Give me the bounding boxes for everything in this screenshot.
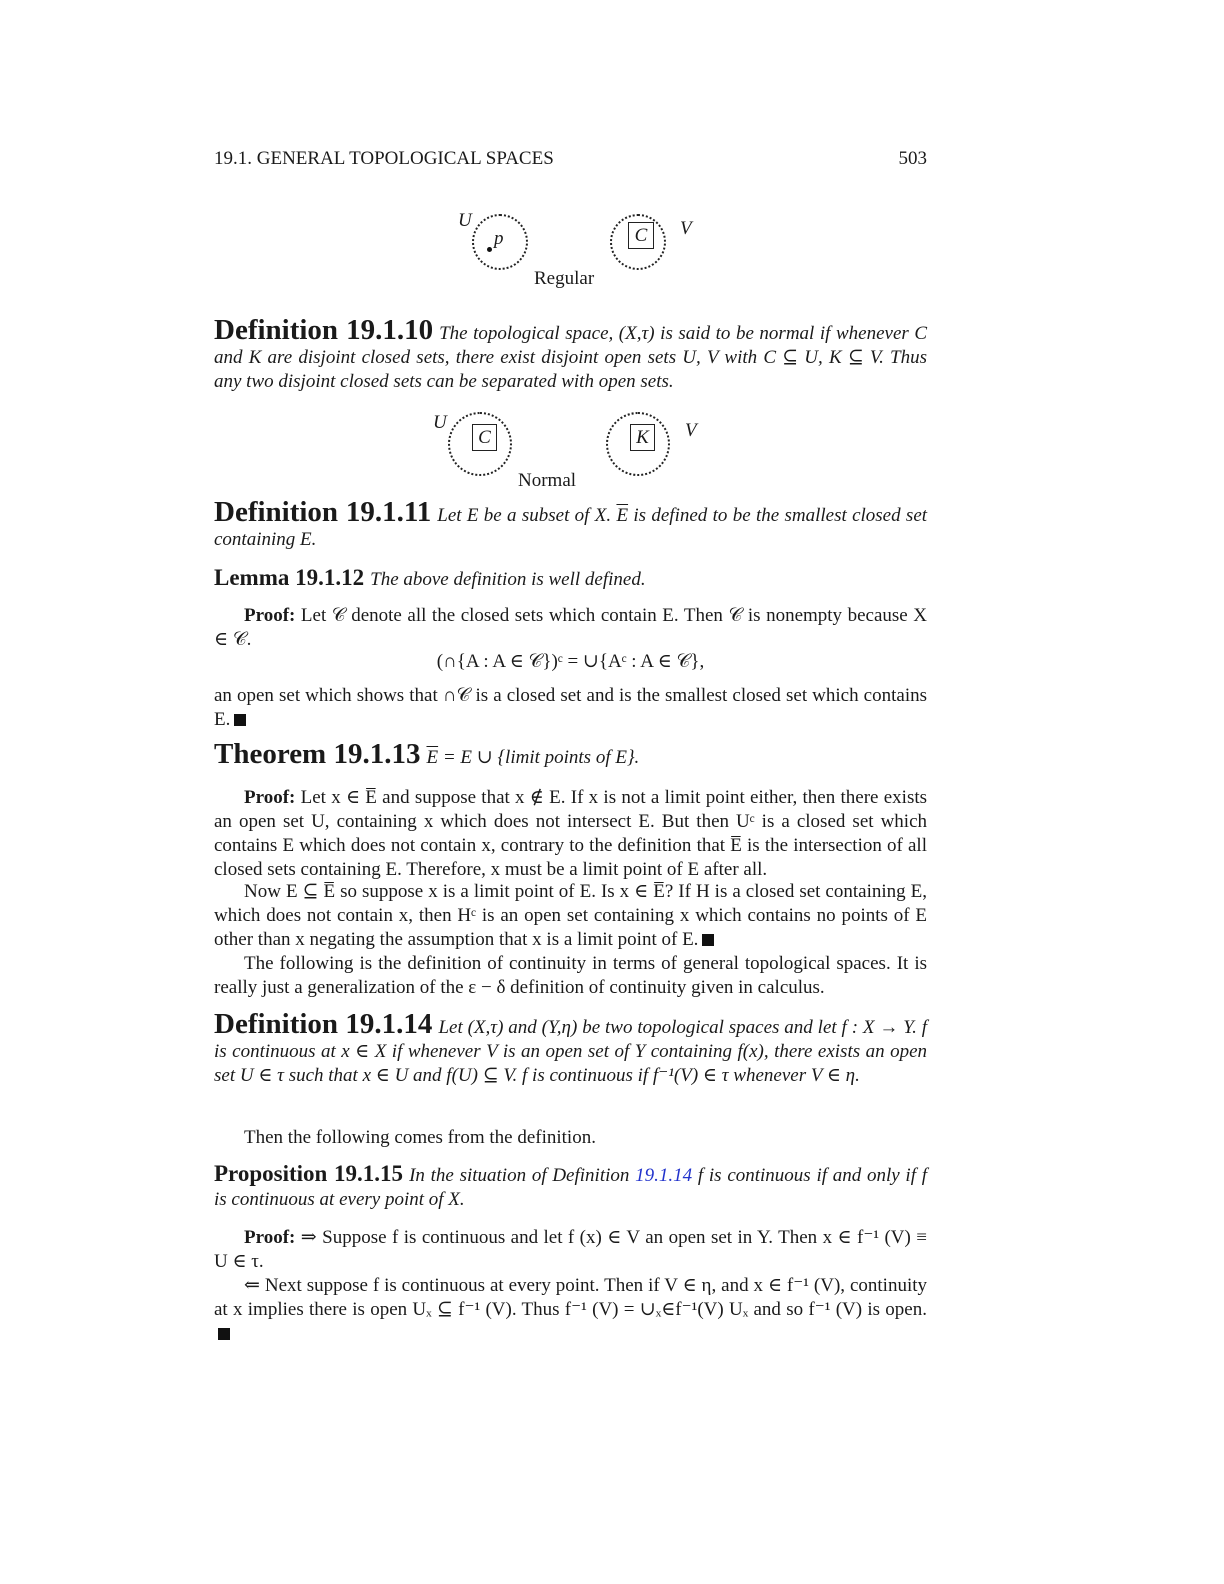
after-definition: Then the following comes from the definition. [244, 1127, 596, 1148]
running-header [214, 148, 927, 170]
label-v: V [680, 218, 692, 239]
continuity-intro [214, 952, 927, 1000]
theorem-title: Theorem 19.1.13 [214, 738, 421, 770]
qed-square-icon [702, 934, 714, 946]
lemma-19-1-12 [214, 566, 927, 592]
proof-paragraph-2: ⇐ Next suppose f is continuous at every point. Then if V ∈ η, and x ∈ f⁻¹ (V), continuity at x implies there is open Uₓ ⊆ f⁻¹ (V). Thus f⁻¹ (V) = ∪ₓ∈f⁻¹(V) Uₓ and so f⁻¹ (V) is open. [214, 1275, 927, 1320]
page-number: 503 [898, 148, 927, 169]
figure-caption: Normal [518, 470, 577, 491]
closed-set-c-box: C [628, 222, 654, 249]
proposition-title: Proposition 19.1.15 [214, 1161, 404, 1186]
label-u: U [458, 210, 472, 231]
definition-text-b: is defined to be the smallest closed set containing E. [214, 505, 928, 550]
definition-19-1-10 [214, 314, 927, 394]
closure-e: $\overline{E}$ [616, 505, 629, 526]
definition-text: Let (X,τ) and (Y,η) be two topological spaces and let f : X → Y. f is continuous at x ∈ X if whenever V is an open set of Y containing f(x), there exists an open set U ∈ τ such that x ∈ U and f(U) ⊆ V. f is continuous if f⁻¹(V) ∈ τ whenever V ∈ η. [214, 1017, 927, 1086]
proof-text-2: an open set which shows that ∩𝒞 is a closed set and is the smallest closed set which contains E. [214, 685, 927, 730]
proof-proposition-p2 [214, 1274, 927, 1346]
proposition-19-1-15 [214, 1162, 927, 1212]
label-p: p [494, 228, 504, 249]
proof-paragraph-1: ⇒ Suppose f is continuous and let f (x) ∈ V an open set in Y. Then x ∈ f⁻¹ (V) ≡ U ∈ τ. [214, 1227, 927, 1272]
label-v: V [685, 420, 697, 441]
definition-title: Definition 19.1.14 [214, 1008, 433, 1040]
proof-lemma [214, 604, 927, 652]
proof-theorem-p2 [214, 880, 927, 952]
intro-paragraph: The following is the definition of continuity in terms of general topological spaces. It is really just a generalization of the ε − δ definition of continuity given in calculus. [214, 953, 927, 998]
proof-label: Proof: [244, 787, 296, 808]
proposition-text-a: In the situation of Definition [409, 1165, 630, 1186]
definition-text-a: Let E be a subset of X. [437, 505, 612, 526]
point-p-dot [487, 247, 492, 252]
closed-set-k-box: K [630, 424, 655, 451]
theorem-statement: = E ∪ {limit points of E}. [442, 747, 640, 768]
definition-reference-link[interactable]: 19.1.14 [635, 1165, 693, 1186]
definition-text: The topological space, (X,τ) is said to be normal if whenever C and K are disjoint closed sets, there exist disjoint open sets U, V with C ⊆ U, K ⊆ V. Thus any two disjoint closed sets can be separated with open sets. [214, 323, 927, 392]
proof-paragraph-1: Let x ∈ E̅ and suppose that x ∉ E. If x is not a limit point either, then there exists an open set U, containing x which does not intersect E. But then Uᶜ is a closed set which contains E which does not contain x, contrary to the definition that E̅ is the intersection of all closed sets containing E. Therefore, x must be a limit point of E after all. [214, 787, 928, 880]
proposition-text-b: f is continuous if and only if f is continuous at every point of X. [214, 1165, 927, 1210]
proof-label: Proof: [244, 605, 296, 626]
equation: (∩{A : A ∈ 𝒞})ᶜ = ∪{Aᶜ : A ∈ 𝒞}, [436, 651, 705, 672]
lemma-title: Lemma 19.1.12 [214, 565, 365, 590]
proof-text: Let 𝒞 denote all the closed sets which contain E. Then 𝒞 is nonempty because X ∈ 𝒞. [214, 605, 928, 650]
proof-theorem [214, 786, 927, 882]
qed-square-icon [234, 714, 246, 726]
proof-label: Proof: [244, 1227, 296, 1248]
theorem-19-1-13 [214, 738, 927, 770]
definition-19-1-11 [214, 496, 928, 552]
figure-caption: Regular [534, 268, 595, 289]
section-title: 19.1. GENERAL TOPOLOGICAL SPACES [214, 148, 554, 169]
proof-proposition [214, 1226, 927, 1274]
proof-lemma-continued [214, 684, 927, 732]
proof-paragraph-2: Now E ⊆ E̅ so suppose x is a limit point of E. Is x ∈ E̅? If H is a closed set containing E, which does not contain x, then Hᶜ is an open set containing x which contains no points of E other than x negating the assumption that x is a limit point of E. [214, 881, 927, 950]
closure-e: $\overline{E}$ [426, 747, 439, 768]
label-u: U [433, 412, 447, 433]
definition-title: Definition 19.1.10 [214, 314, 434, 346]
qed-square-icon [218, 1328, 230, 1340]
definition-title: Definition 19.1.11 [214, 496, 432, 528]
definition-19-1-14 [214, 1008, 927, 1088]
lemma-text: The above definition is well defined. [370, 569, 646, 590]
closed-set-c-box: C [472, 424, 497, 451]
